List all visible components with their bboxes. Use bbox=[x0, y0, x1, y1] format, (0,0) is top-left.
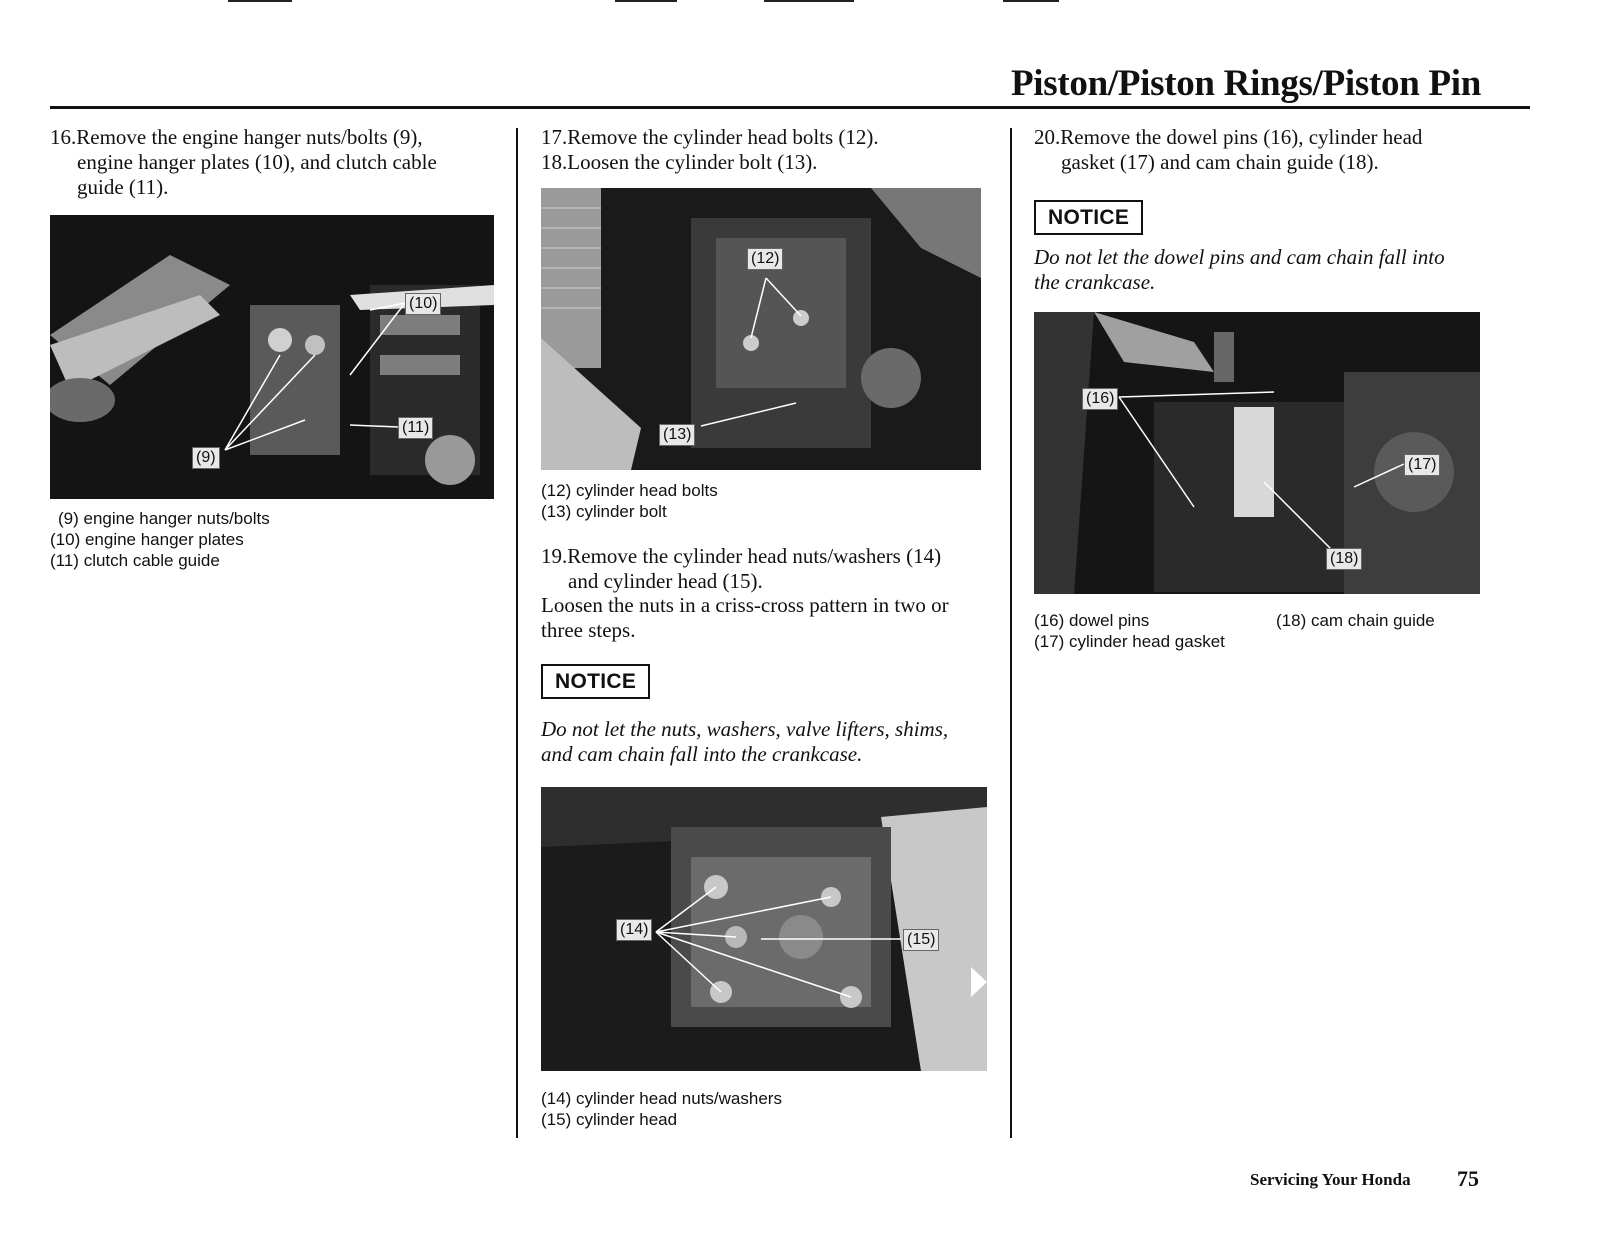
callout-11: (11) bbox=[398, 417, 433, 439]
step-20: 20.Remove the dowel pins (16), cylinder head gasket (17) and cam chain guide (18). bbox=[1034, 125, 1423, 174]
step-19-instructions: Loosen the nuts in a criss-cross pattern in two or three steps. bbox=[541, 593, 949, 642]
callout-9: (9) bbox=[192, 447, 220, 469]
callout-15: (15) bbox=[903, 929, 939, 951]
caption-step16: (9) engine hanger nuts/bolts (10) engine hanger plates (11) clutch cable guide bbox=[50, 509, 270, 570]
page-number: 75 bbox=[1457, 1166, 1479, 1191]
photo-cylinder-head-bolts bbox=[541, 188, 981, 470]
step-16: 16.Remove the engine hanger nuts/bolts (9), engine hanger plates (10), and clutch cable guide (11). bbox=[50, 125, 437, 199]
callout-10: (10) bbox=[405, 293, 441, 315]
column-divider bbox=[1010, 128, 1012, 1138]
step-19: 19.Remove the cylinder head nuts/washers (14) and cylinder head (15). bbox=[541, 544, 942, 593]
photo-engine-hanger bbox=[50, 215, 494, 499]
callout-16: (16) bbox=[1082, 388, 1118, 410]
caption-step20-left: (16) dowel pins (17) cylinder head gasket bbox=[1034, 611, 1225, 651]
notice-label: NOTICE bbox=[541, 664, 650, 699]
step-17: 17.Remove the cylinder head bolts (12). 18.Loosen the cylinder bolt (13). bbox=[541, 125, 879, 174]
footer-section-title: Servicing Your Honda bbox=[1250, 1170, 1411, 1189]
notice-label: NOTICE bbox=[1034, 200, 1143, 235]
callout-17: (17) bbox=[1404, 454, 1440, 476]
caption-step17-18: (12) cylinder head bolts (13) cylinder bolt bbox=[541, 481, 718, 521]
callout-13: (13) bbox=[659, 424, 695, 446]
callout-12: (12) bbox=[747, 248, 783, 270]
header-rule bbox=[50, 106, 1530, 109]
notice-text: Do not let the nuts, washers, valve lifters, shims, and cam chain fall into the crankcase. bbox=[541, 717, 949, 766]
column-divider bbox=[516, 128, 518, 1138]
crop-mark bbox=[615, 0, 677, 2]
crop-mark bbox=[764, 0, 854, 2]
page-title: Piston/Piston Rings/Piston Pin bbox=[1010, 63, 1481, 104]
caption-step19: (14) cylinder head nuts/washers (15) cylinder head bbox=[541, 1089, 782, 1129]
photo-cylinder-head-nuts bbox=[541, 787, 987, 1071]
crop-mark bbox=[1003, 0, 1059, 2]
callout-14: (14) bbox=[616, 919, 652, 941]
photo-dowel-pins bbox=[1034, 312, 1480, 594]
callout-18: (18) bbox=[1326, 548, 1362, 570]
caption-step20-right: (18) cam chain guide bbox=[1276, 611, 1435, 630]
crop-mark bbox=[228, 0, 292, 2]
notice-text: Do not let the dowel pins and cam chain fall into the crankcase. bbox=[1034, 245, 1445, 294]
